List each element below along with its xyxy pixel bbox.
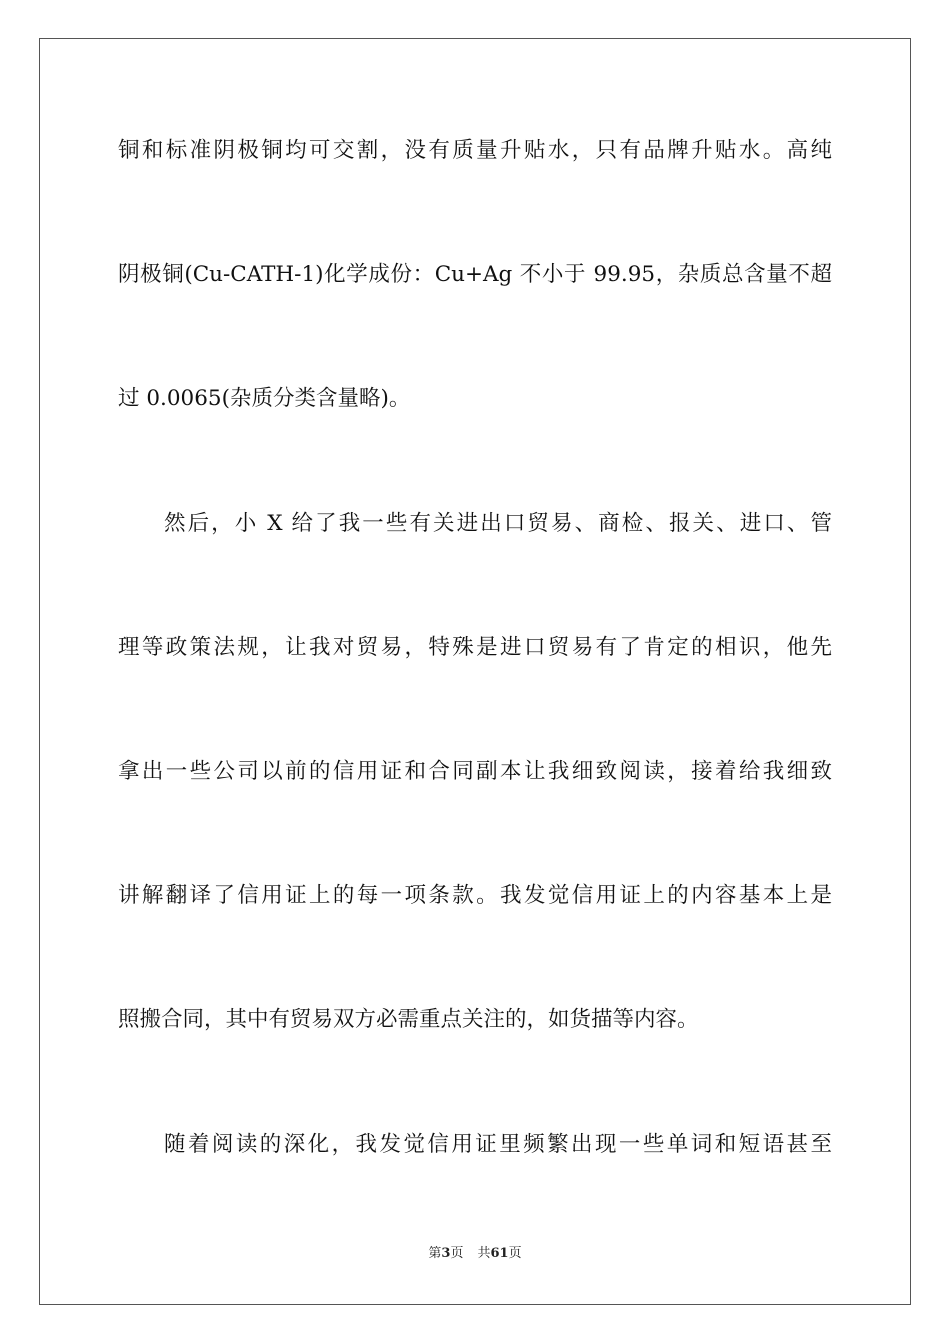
- footer-total-prefix: 共: [477, 1246, 491, 1261]
- footer-page-prefix: 第: [428, 1246, 442, 1261]
- text-line-7: 讲解翻译了信用证上的每一项条款。我发觉信用证上的内容基本上是: [118, 883, 832, 908]
- footer-page-current: 3: [441, 1246, 451, 1261]
- text-line-4: 然后，小 X 给了我一些有关进出口贸易、商检、报关、进口、管: [164, 511, 832, 536]
- footer-page-total: 61: [490, 1246, 509, 1261]
- text-line-2: 阴极铜(Cu-CATH-1)化学成份：Cu+Ag 不小于 99.95，杂质总含量不超: [118, 262, 832, 287]
- text-line-3: 过 0.0065(杂质分类含量略)。: [118, 386, 411, 411]
- page-border: [39, 38, 911, 1305]
- footer-page-mid: 页: [450, 1246, 464, 1261]
- page-footer: [0, 1245, 950, 1263]
- text-line-8: 照搬合同，其中有贸易双方必需重点关注的，如货描等内容。: [118, 1007, 699, 1032]
- text-line-6: 拿出一些公司以前的信用证和合同副本让我细致阅读，接着给我细致: [118, 759, 832, 784]
- footer-total-suffix: 页: [508, 1246, 522, 1261]
- text-line-5: 理等政策法规，让我对贸易，特殊是进口贸易有了肯定的相识，他先: [118, 635, 832, 660]
- text-line-9: 随着阅读的深化，我发觉信用证里频繁出现一些单词和短语甚至: [164, 1132, 832, 1157]
- text-line-1: 铜和标准阴极铜均可交割，没有质量升贴水，只有品牌升贴水。高纯: [118, 138, 832, 163]
